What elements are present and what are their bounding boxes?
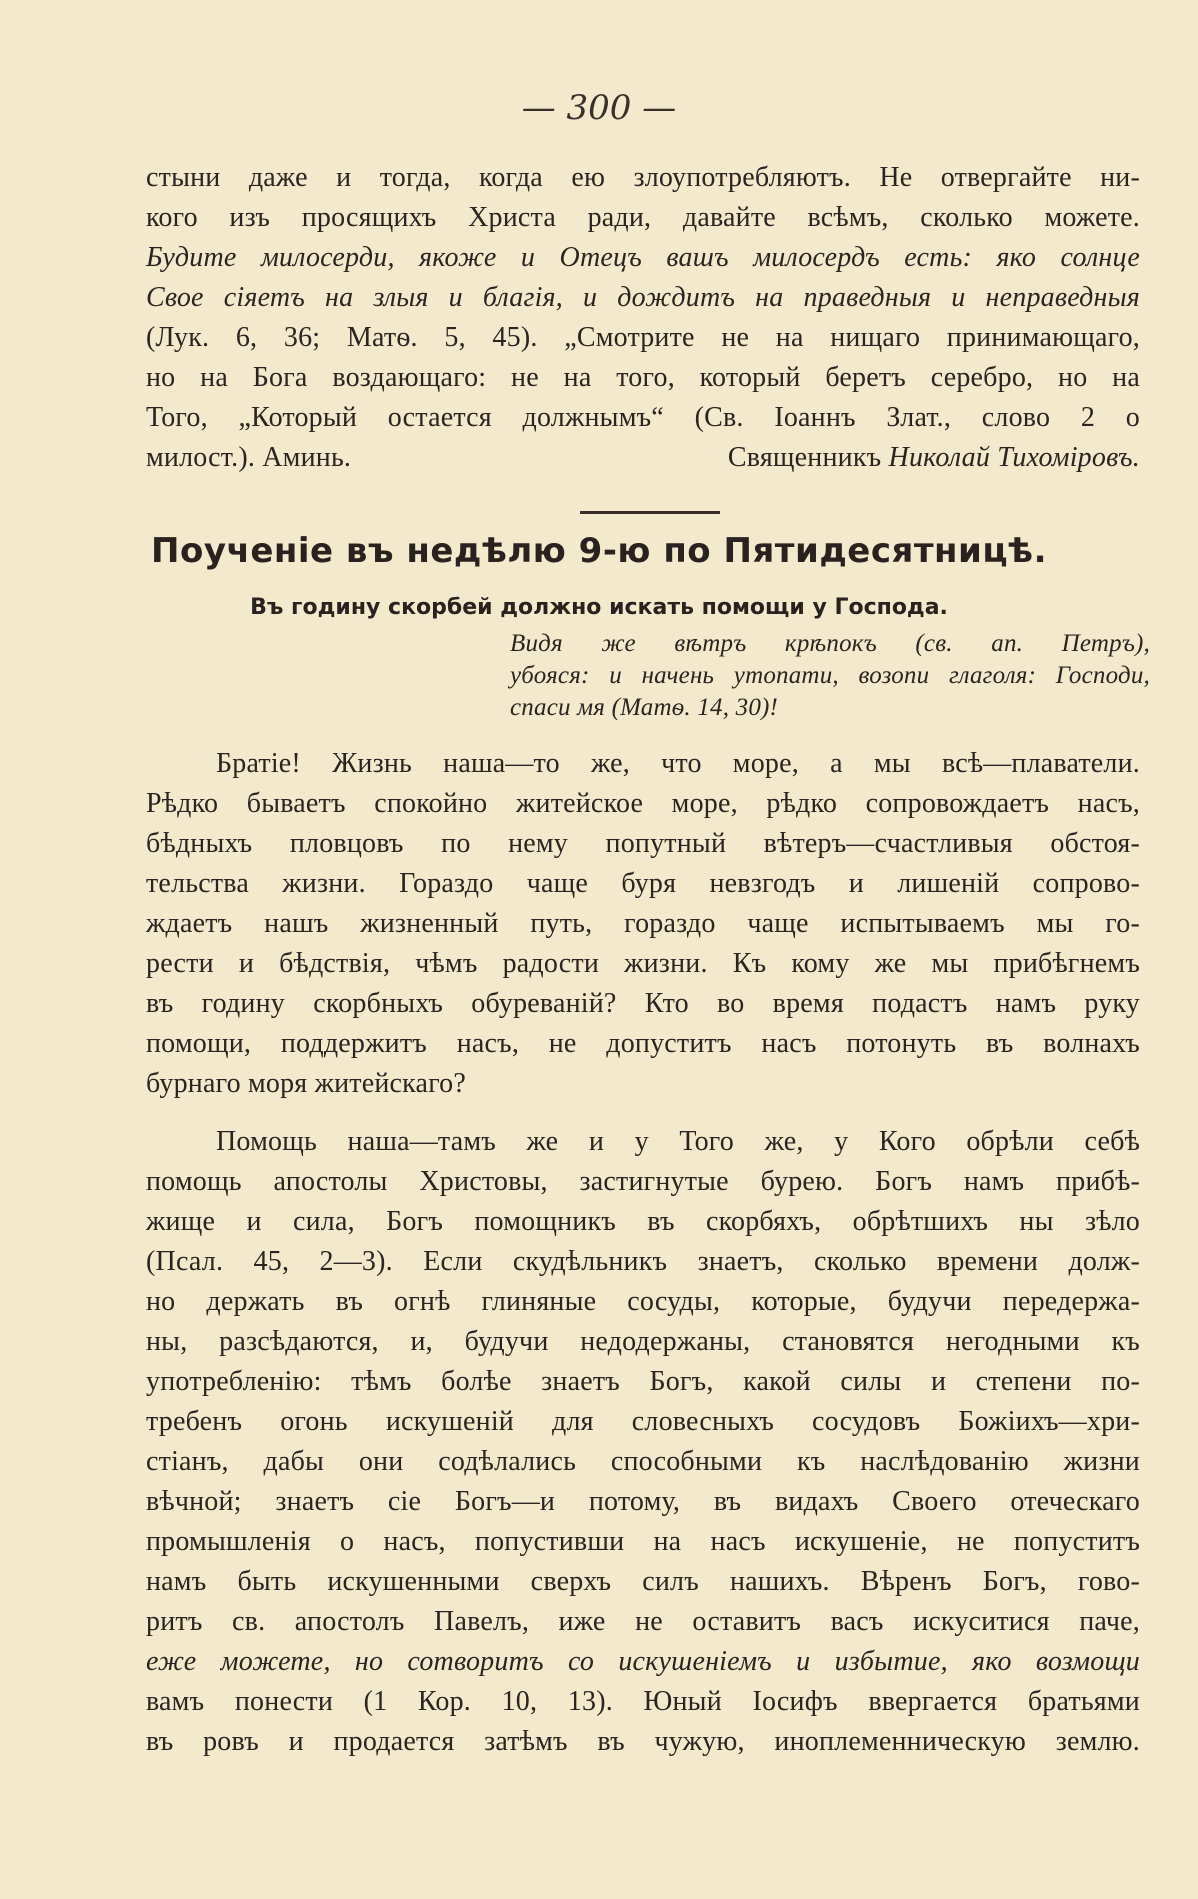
paragraph-1 [146,744,1140,1104]
text-line: вамъ понести (1 Кор. 10, 13). Юный Іосифъ ввергается братьями [146,1686,1140,1717]
text-line: но держать въ огнѣ глиняные сосуды, которые, будучи передержа- [146,1286,1140,1317]
epigraph [510,628,1150,724]
text-line: требенъ огонь искушеній для словесныхъ сосудовъ Божіихъ—хри- [146,1406,1140,1437]
text-line: кого изъ просящихъ Христа ради, давайте всѣмъ, сколько можете. [146,202,1140,233]
signature-prefix: Священникъ [727,442,882,473]
text-line: но на Бога воздающаго: не на того, который беретъ серебро, но на [146,362,1140,393]
paragraph-2 [146,1122,1140,1762]
sermon-title: Поученіе въ недѣлю 9-ю по Пятидесятницѣ. [151,531,1047,571]
sermon-subtitle: Въ годину скорбей должно искать помощи у Господа. [250,595,948,620]
text-line: въ ровъ и продается затѣмъ въ чужую, иноплеменническую землю. [146,1726,1140,1757]
text-line: жище и сила, Богъ помощникъ въ скорбяхъ, обрѣтшихъ ны зѣло [146,1206,1140,1237]
epigraph-line: Видя же вѣтръ крѣпокъ (св. ап. Петръ), [510,630,1150,657]
text-line: стіанъ, дабы они содѣлались способными къ наслѣдованію жизни [146,1446,1140,1477]
text-line: Того, „Который остается должнымъ“ (Св. Іоаннъ Злат., слово 2 о [146,402,1140,433]
signature [728,438,1140,478]
section-divider [580,511,720,514]
text-line: ждаетъ нашъ жизненный путь, гораздо чаще испытываемъ мы го- [146,908,1140,939]
text-line: помощи, поддержитъ насъ, не допуститъ насъ потонуть въ волнахъ [146,1028,1140,1059]
text-line: (Лук. 6, 36; Матѳ. 5, 45). „Смотрите не на нищаго принимающаго, [146,322,1140,353]
text-line: (Псал. 45, 2—3). Если скудѣльникъ знаетъ, сколько времени долж- [146,1246,1140,1277]
text-line: бурнаго моря житейскаго? [146,1068,467,1099]
text-line: Рѣдко бываетъ спокойно житейское море, рѣдко сопровождаетъ насъ, [146,788,1140,819]
continuation-text [146,158,1140,478]
text-line: вѣчной; знаетъ сіе Богъ—и потому, въ видахъ Своего отеческаго [146,1486,1140,1517]
closing-text: милост.). Аминь. [146,442,352,473]
text-line: употребленію: тѣмъ болѣе знаетъ Богъ, какой силы и степени по- [146,1366,1140,1397]
epigraph-line: спаси мя (Матѳ. 14, 30)! [510,694,779,721]
text-line: стыни даже и тогда, когда ею злоупотребляютъ. Не отвергайте ни- [146,162,1140,193]
text-line: Будите милосерди, якоже и Отецъ вашъ милосердъ есть: яко солнце [146,242,1140,273]
text-line: намъ быть искушенными сверхъ силъ нашихъ. Вѣренъ Богъ, гово- [146,1566,1140,1597]
text-line: Свое сіяетъ на злыя и благія, и дождитъ на праведныя и неправедныя [146,282,1140,313]
text-line: тельства жизни. Гораздо чаще буря невзгодъ и лишеній сопрово- [146,868,1140,899]
text-line: Братіе! Жизнь наша—то же, что море, а мы всѣ—плаватели. [216,748,1140,779]
text-line: въ годину скорбныхъ обуреваній? Кто во время подастъ намъ руку [146,988,1140,1019]
page-number: — 300 — [521,88,677,128]
text-line: еже можете, но сотворитъ со искушеніемъ и избытие, яко возмощи [146,1646,1140,1677]
text-line: рести и бѣдствія, чѣмъ радости жизни. Къ кому же мы прибѣгнемъ [146,948,1140,979]
text-line: промышленія о насъ, попустивши на насъ искушеніе, не попуститъ [146,1526,1140,1557]
text-line: Помощь наша—тамъ же и у Того же, у Кого обрѣли себѣ [216,1126,1140,1157]
text-line: помощь апостолы Христовы, застигнутые бурею. Богъ намъ прибѣ- [146,1166,1140,1197]
text-line: ны, разсѣдаются, и, будучи недодержаны, становятся негодными къ [146,1326,1140,1357]
signature-line [146,438,1140,478]
text-line: ритъ св. апостолъ Павелъ, иже не оставитъ васъ искуситися паче, [146,1606,1140,1637]
text-line: бѣдныхъ пловцовъ по нему попутный вѣтеръ—счастливыя обстоя- [146,828,1140,859]
epigraph-line: убояся: и начень утопати, возопи глаголя: Господи, [510,662,1150,689]
signature-name: Николай Тихоміровъ. [888,442,1140,473]
